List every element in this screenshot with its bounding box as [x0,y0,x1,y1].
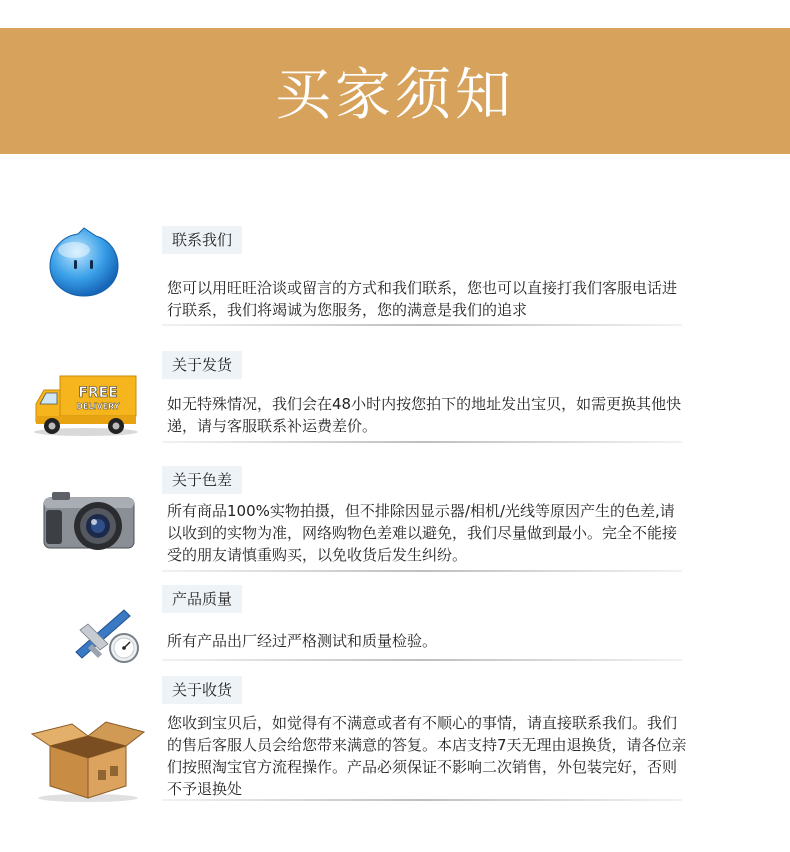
truck-sign-text: FREE [78,385,118,401]
header-banner [0,28,790,154]
section-label: 关于收货 [162,676,242,704]
cardboard-box-icon [28,706,148,808]
section-text: 所有商品100%实物拍摄，但不排除因显示器/相机/光线等原因产生的色差,请以收到的实物为准，网络购物色差难以避免，我们尽量做到最小。完全不能接受的朋友请慎重购买，以免收货后发生纠纷。 [167,502,678,564]
section-label: 关于色差 [162,466,242,494]
divider [162,324,682,326]
section-text: 您可以用旺旺洽谈或留言的方式和我们联系，您也可以直接打我们客服电话进行联系，我们将竭诚为您服务，您的满意是我们的追求 [167,279,678,319]
chat-bubble-icon [44,222,124,306]
section-label: 产品质量 [162,585,242,613]
truck-sub-text: DELIVERY [76,402,120,411]
section-text: 如无特殊情况，我们会在48小时内按您拍下的地址发出宝贝，如需更换其他快递，请与客服联系补运费差价。 [167,395,682,435]
section-label: 关于发货 [162,351,242,379]
divider [162,441,682,443]
divider [162,659,682,661]
page-title: 买家须知 [275,63,515,128]
section-text: 所有产品出厂经过严格测试和质量检验。 [167,632,438,650]
section-text: 您收到宝贝后，如觉得有不满意或者有不顺心的事情，请直接联系我们。我们的售后客服人员会给您带来满意的答复。本店支持7天无理由退换货，请各位亲们按照淘宝官方流程操作。产品必须保证不影响二次销售，外包装完好，否则不予退换处 [167,714,687,798]
caliper-icon [72,604,146,672]
divider [162,570,682,572]
camera-icon [40,488,140,558]
delivery-truck-icon [30,372,142,442]
divider [162,799,682,801]
section-label: 联系我们 [162,226,242,254]
